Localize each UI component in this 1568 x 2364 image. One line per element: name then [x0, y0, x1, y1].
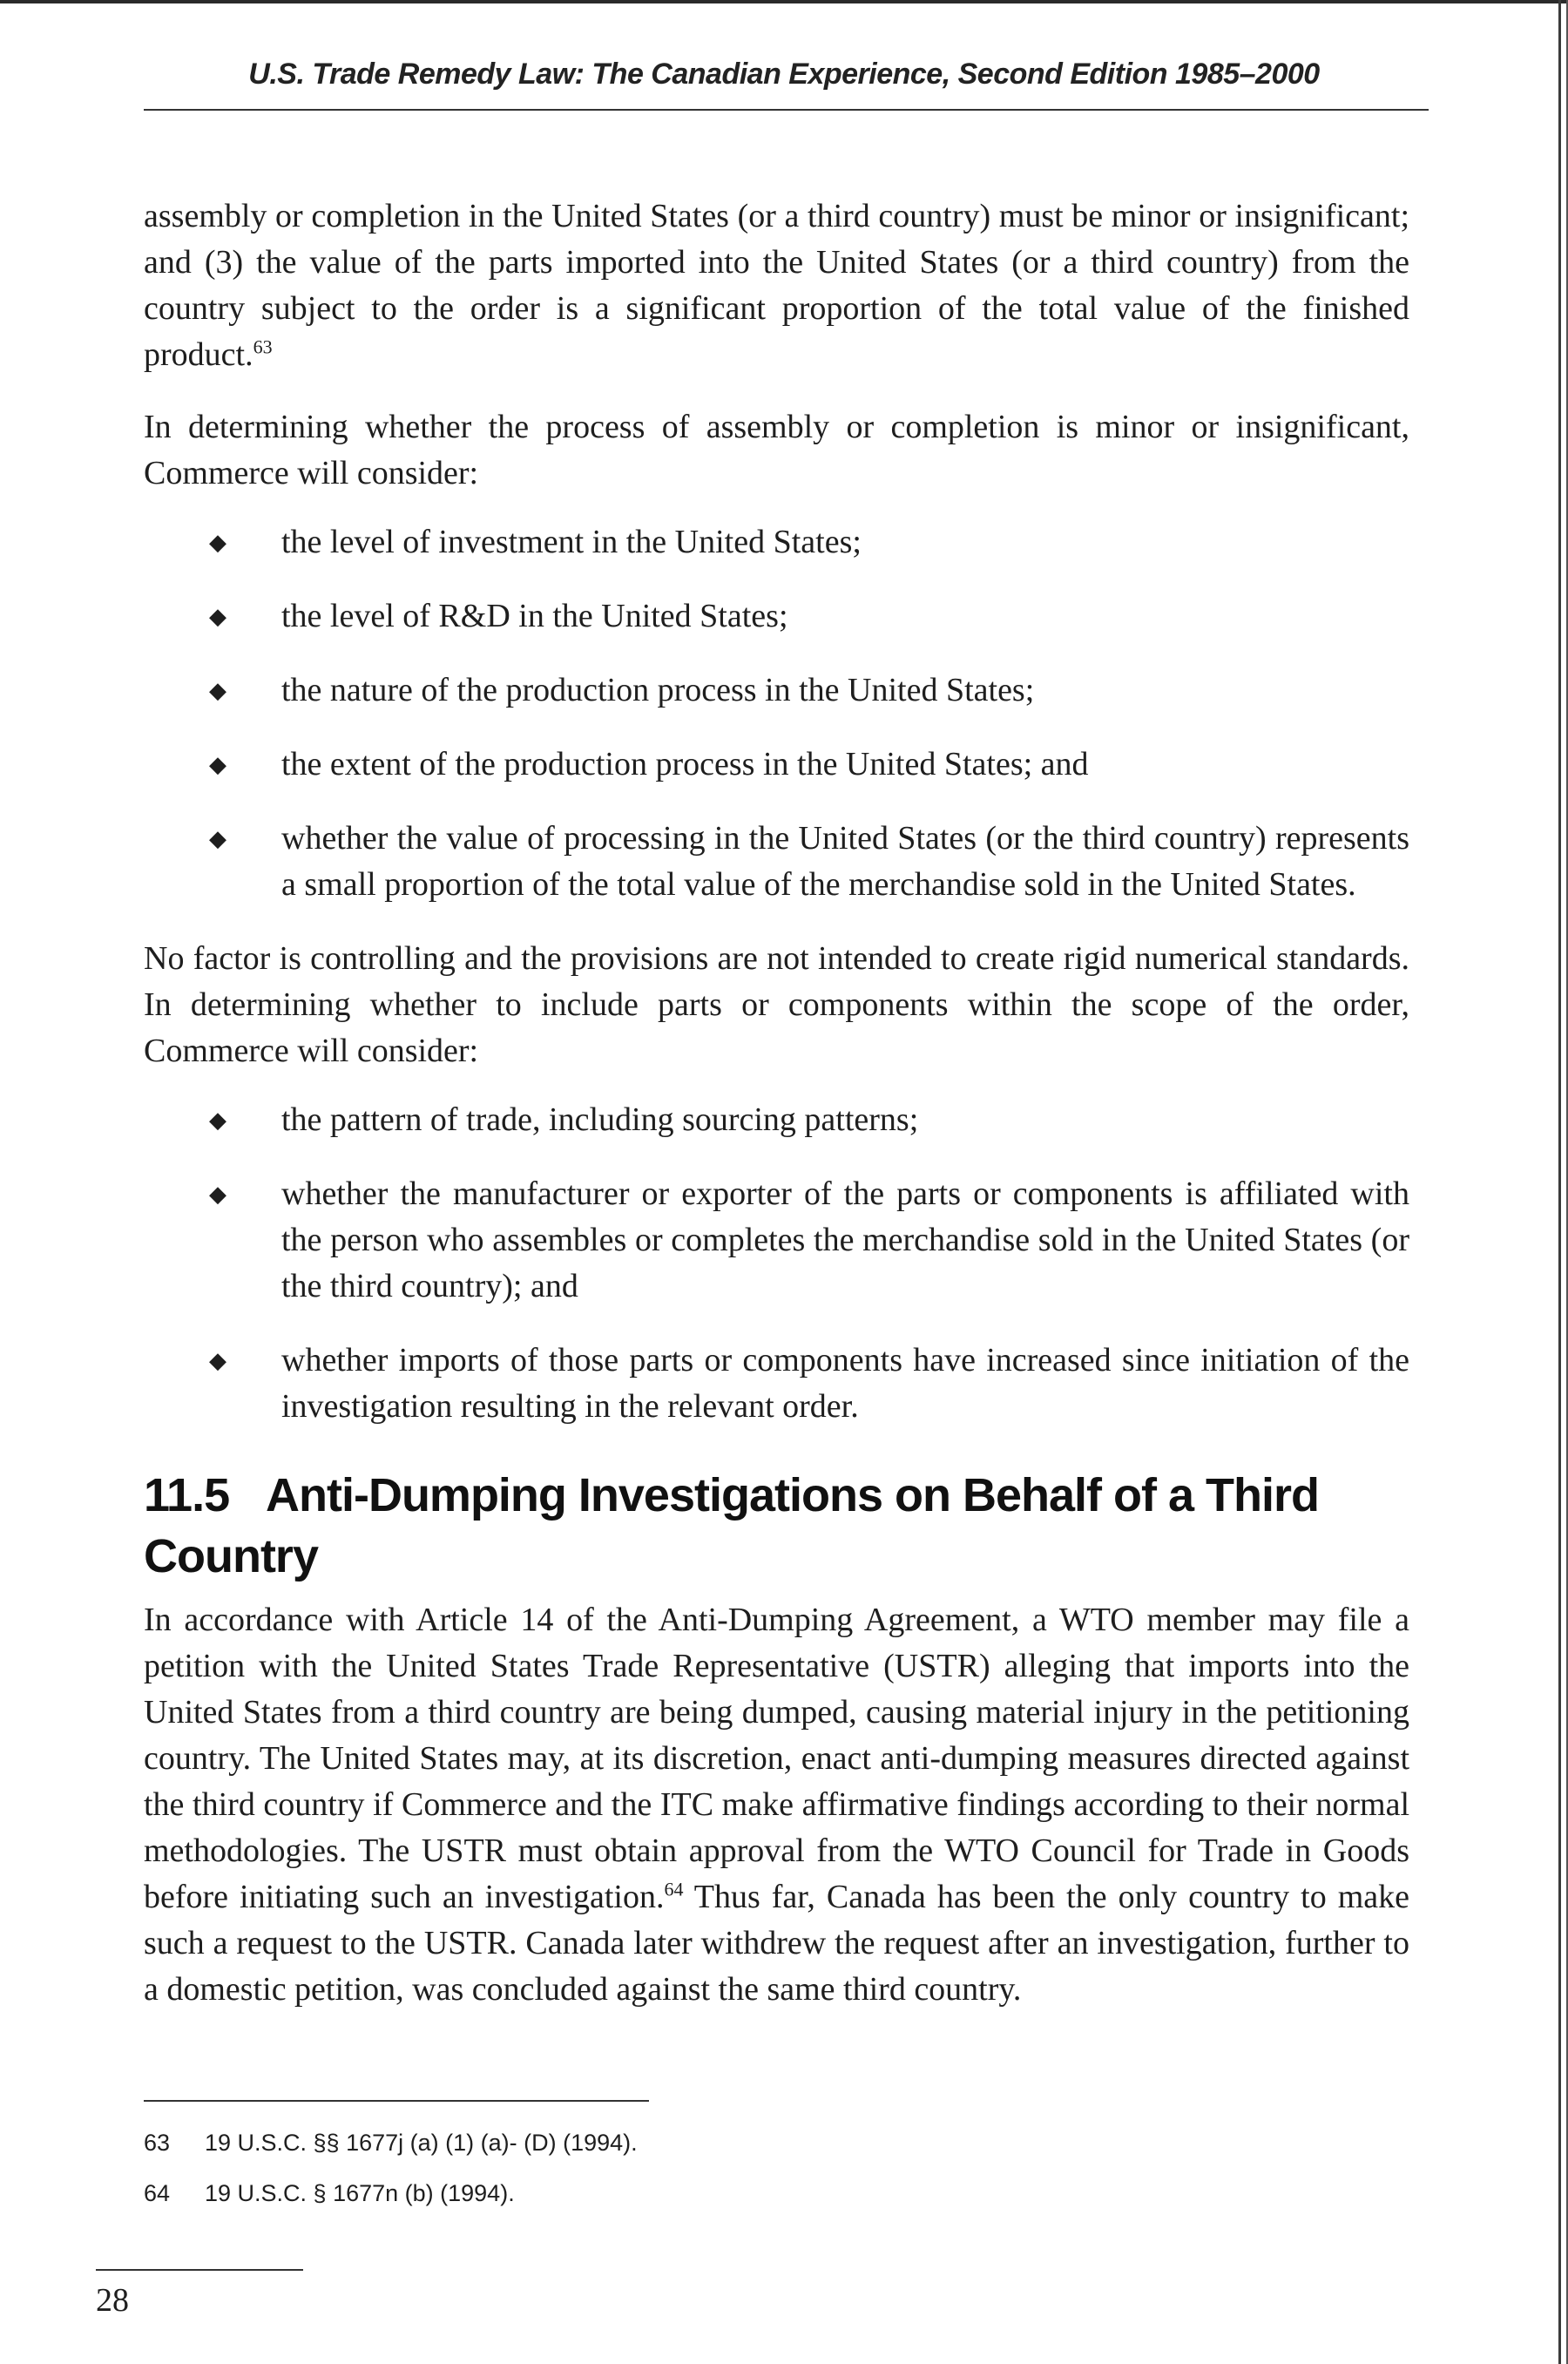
- footnote-ref-63[interactable]: 63: [253, 335, 273, 358]
- header-rule: [144, 109, 1429, 111]
- footnote-text: 19 U.S.C. §§ 1677j (a) (1) (a)- (D) (1994).: [205, 2130, 638, 2156]
- paragraph-4: [144, 1597, 1409, 2013]
- paragraph-4-text-a: In accordance with Article 14 of the Anti-Dumping Agreement, a WTO member may file a petition with the United States Trade Representative (USTR) alleging that imports into the United States from a third country are being dumped, causing material injury in the petitioning country. The United States may, at its discretion, enact anti-dumping measures directed against the third country if Commerce and the ITC make affirmative findings according to their normal methodologies. The USTR must obtain approval from the WTO Council for Trade in Goods before initiating such an investigation.: [144, 1602, 1409, 1915]
- bullet-list-1: [144, 519, 1409, 908]
- paragraph-1: [144, 193, 1409, 378]
- diamond-bullet-icon: ◆: [209, 604, 226, 629]
- page-number: 28: [96, 2282, 129, 2319]
- diamond-bullet-icon: ◆: [209, 752, 226, 777]
- diamond-bullet-icon: ◆: [209, 678, 226, 703]
- footnote-rule: [144, 2100, 649, 2102]
- section-heading: [144, 1465, 1409, 1587]
- footnote-64: [144, 2168, 1276, 2218]
- section-number: 11.5: [144, 1469, 230, 1521]
- footnote-ref-64[interactable]: 64: [664, 1878, 684, 1900]
- section-title: Anti-Dumping Investigations on Behalf of a Third Country: [144, 1469, 1319, 1582]
- paragraph-3: No factor is controlling and the provisions are not intended to create rigid numerical standards. In determining whether to include parts or components within the scope of the order, Commerce will consider:: [144, 940, 1409, 1069]
- list-item: ◆ the pattern of trade, including sourcing patterns;: [144, 1097, 1409, 1143]
- top-border: [0, 0, 1568, 3]
- footnotes: [144, 2117, 1276, 2218]
- diamond-bullet-icon: ◆: [209, 1107, 226, 1133]
- running-head: U.S. Trade Remedy Law: The Canadian Experience, Second Edition 1985–2000: [248, 58, 1320, 91]
- list-item: ◆ whether the manufacturer or exporter of the parts or components is affiliated with the person who assembles or completes the merchandise sold in the United States (or the third country); and: [144, 1171, 1409, 1310]
- list-item: ◆ the nature of the production process in the United States;: [144, 667, 1409, 714]
- diamond-bullet-icon: ◆: [209, 1348, 226, 1373]
- diamond-bullet-icon: ◆: [209, 826, 226, 851]
- list-item: ◆ the level of R&D in the United States;: [144, 593, 1409, 640]
- paragraph-4-text-b: Thus far, Canada has been the only country to make such a request to the USTR. Canada later withdrew the request after an investigation, further to a domestic petition, was concluded against the same third country.: [144, 1879, 1409, 2008]
- paragraph-1-text: assembly or completion in the United States (or a third country) must be minor or insignificant; and (3) the value of the parts imported into the United States (or a third country) from the country subject to the order is a significant proportion of the total value of the finished product.: [144, 198, 1409, 373]
- footnote-63: [144, 2117, 1276, 2168]
- footnote-text: 19 U.S.C. § 1677n (b) (1994).: [205, 2180, 515, 2206]
- list-item: ◆ the extent of the production process in the United States; and: [144, 742, 1409, 788]
- list-item: ◆ whether imports of those parts or components have increased since initiation of the investigation resulting in the relevant order.: [144, 1338, 1409, 1430]
- body-text: [144, 193, 1409, 2013]
- footnote-number: 64: [144, 2180, 171, 2206]
- paragraph-2: In determining whether the process of assembly or completion is minor or insignificant, Commerce will consider:: [144, 409, 1409, 491]
- list-item: ◆ the level of investment in the United States;: [144, 519, 1409, 566]
- diamond-bullet-icon: ◆: [209, 530, 226, 555]
- list-item: ◆ whether the value of processing in the United States (or the third country) represents a small proportion of the total value of the merchandise sold in the United States.: [144, 816, 1409, 908]
- bullet-list-2: [144, 1097, 1409, 1430]
- page-edge: [1558, 0, 1561, 2364]
- folio-rule: [96, 2269, 303, 2271]
- footnote-number: 63: [144, 2130, 171, 2156]
- diamond-bullet-icon: ◆: [209, 1182, 226, 1207]
